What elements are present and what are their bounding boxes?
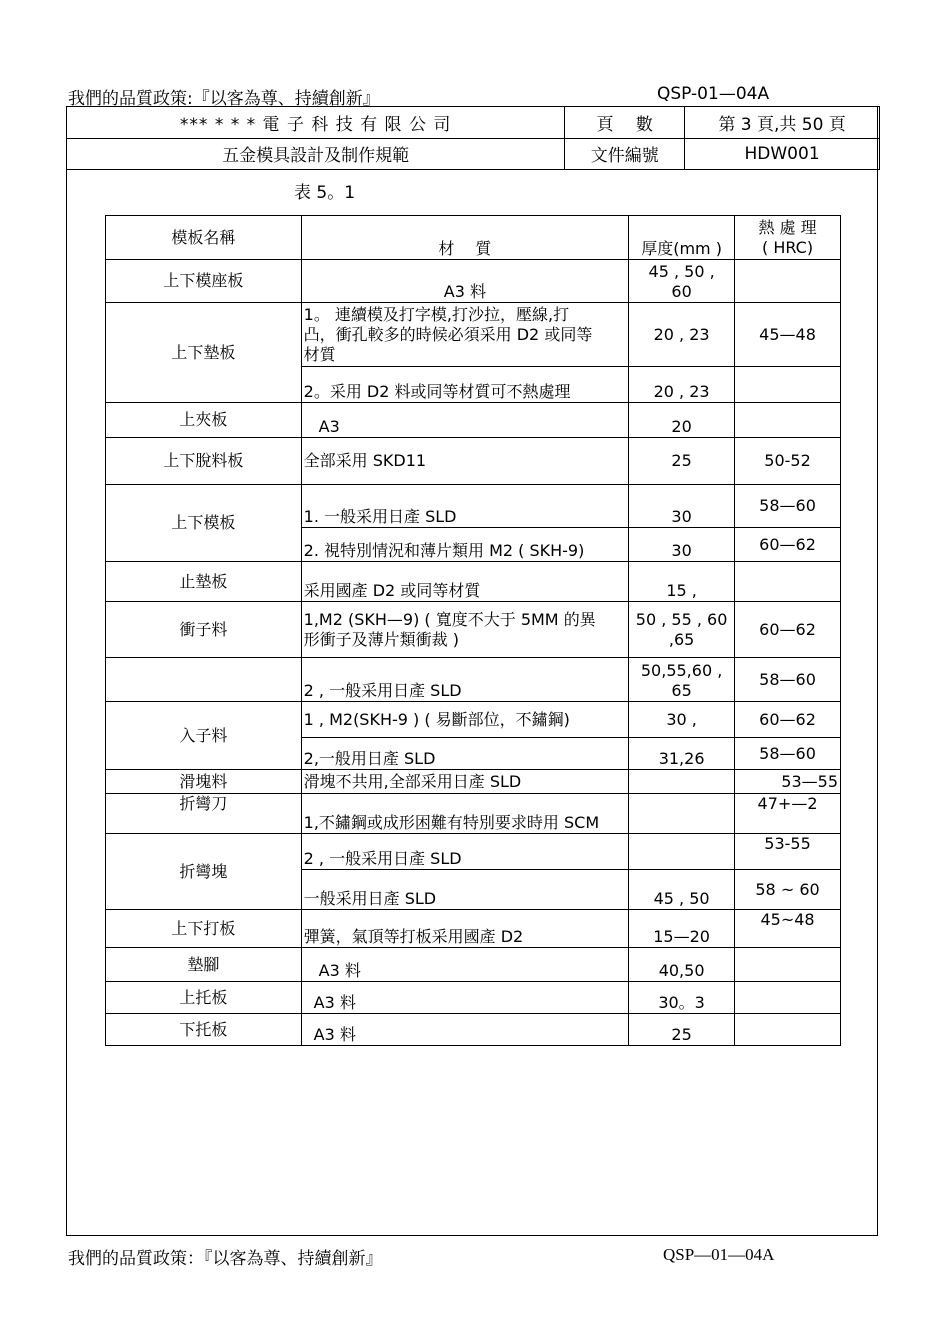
header-material: 材 質 (301, 216, 628, 260)
cell-material: 1. 一般采用日產 SLD (301, 485, 628, 528)
cell-heat: 47+—2 (735, 794, 841, 834)
cell-material: 2 , 一般采用日產 SLD (301, 834, 628, 870)
table-row (106, 602, 841, 658)
cell-heat (735, 982, 841, 1014)
cell-thickness: 30 , (629, 702, 735, 738)
header-thickness: 厚度(mm ) (629, 216, 735, 260)
cell-thickness: 31,26 (629, 738, 735, 770)
table-row (106, 948, 841, 982)
cell-material: 滑塊不共用,全部采用日產 SLD (301, 770, 628, 794)
cell-thickness: 30 (629, 485, 735, 528)
top-doc-code: QSP-01—04A (657, 84, 770, 104)
cell-material: 1 , M2(SKH-9 ) ( 易斷部位，不鏽鋼) (301, 702, 628, 738)
cell-material: 1,M2 (SKH—9) ( 寬度不大于 5MM 的異 形衝子及薄片類衝裁 ) (301, 602, 628, 658)
cell-material: 彈簧，氣頂等打板采用國產 D2 (301, 910, 628, 948)
cell-thickness: 50 , 55 , 60 ,65 (629, 602, 735, 658)
top-policy: 我們的品質政策:『以客為尊、持續創新』 (68, 89, 380, 109)
cell-name: 上下打板 (106, 910, 302, 948)
cell-material: 全部采用 SKD11 (301, 438, 628, 485)
cell-heat: 45~48 (735, 910, 841, 948)
cell-material: 2. 視特別情況和薄片類用 M2 ( SKH-9) (301, 528, 628, 562)
cell-material: 一般采用日產 SLD (301, 870, 628, 910)
table-row (106, 794, 841, 834)
cell-name: 止墊板 (106, 562, 302, 602)
cell-material: A3 料 (301, 260, 628, 303)
cell-thickness: 30。3 (629, 982, 735, 1014)
header-heat: 熱 處 理 ( HRC) (735, 216, 841, 260)
table-caption: 表 5。1 (294, 183, 356, 203)
cell-heat (735, 1014, 841, 1046)
cell-heat (735, 403, 841, 438)
cell-name: 上下墊板 (106, 303, 302, 403)
cell-thickness: 45 , 50 , 60 (629, 260, 735, 303)
cell-material: 2。采用 D2 料或同等材質可不熱處理 (301, 367, 628, 403)
cell-thickness (629, 834, 735, 870)
cell-heat: 50-52 (735, 438, 841, 485)
cell-thickness: 30 (629, 528, 735, 562)
cell-name: 折彎刀 (106, 794, 302, 834)
cell-name: 下托板 (106, 1014, 302, 1046)
cell-name: 上夾板 (106, 403, 302, 438)
file-label: 文件編號 (565, 138, 685, 170)
table-row (106, 982, 841, 1014)
cell-material: 1,不鏽鋼或成形困難有特別要求時用 SCM (301, 794, 628, 834)
cell-name: 入子料 (106, 702, 302, 770)
cell-material: A3 (301, 403, 628, 438)
company-name: *** * * * 電 子 科 技 有 限 公 司 (67, 107, 565, 139)
page-label: 頁 數 (565, 107, 685, 139)
cell-heat: 58—60 (735, 738, 841, 770)
cell-heat: 53—55 (735, 770, 841, 794)
cell-thickness: 15 , (629, 562, 735, 602)
cell-heat: 58 ~ 60 (735, 870, 841, 910)
table-row (106, 438, 841, 485)
cell-heat (735, 948, 841, 982)
cell-name (106, 658, 302, 702)
cell-name: 上下模板 (106, 485, 302, 562)
cell-thickness: 50,55,60 , 65 (629, 658, 735, 702)
table-row (106, 910, 841, 948)
cell-heat: 45—48 (735, 303, 841, 367)
cell-thickness: 20 (629, 403, 735, 438)
cell-name: 上下脫料板 (106, 438, 302, 485)
cell-heat: 60—62 (735, 702, 841, 738)
cell-heat: 58—60 (735, 485, 841, 528)
file-value: HDW001 (685, 138, 880, 170)
cell-thickness (629, 770, 735, 794)
cell-heat (735, 562, 841, 602)
table-row (106, 658, 841, 702)
document-title: 五金模具設計及制作規範 (67, 138, 565, 170)
cell-name: 墊腳 (106, 948, 302, 982)
cell-name: 滑塊料 (106, 770, 302, 794)
cell-material: 1。 連續模及打字模,打沙拉，壓線,打 凸，衝孔較多的時候必須采用 D2 或同等 材質 (301, 303, 628, 367)
material-table (105, 215, 841, 1046)
cell-material: A3 料 (301, 982, 628, 1014)
cell-heat (735, 260, 841, 303)
cell-heat (735, 367, 841, 403)
cell-material: 采用國產 D2 或同等材質 (301, 562, 628, 602)
cell-material: 2,一般用日產 SLD (301, 738, 628, 770)
header-name: 模板名稱 (106, 216, 302, 260)
table-row (106, 485, 841, 528)
page-value: 第 3 頁,共 50 頁 (685, 107, 880, 139)
cell-material: 2 , 一般采用日產 SLD (301, 658, 628, 702)
cell-thickness: 20 , 23 (629, 303, 735, 367)
cell-heat: 58—60 (735, 658, 841, 702)
cell-name: 上托板 (106, 982, 302, 1014)
table-row (106, 1014, 841, 1046)
cell-name: 折彎塊 (106, 834, 302, 910)
table-row (106, 403, 841, 438)
cell-material: A3 料 (301, 1014, 628, 1046)
cell-thickness: 45 , 50 (629, 870, 735, 910)
cell-thickness: 25 (629, 1014, 735, 1046)
table-row (106, 303, 841, 367)
table-row (106, 702, 841, 738)
cell-heat: 60—62 (735, 528, 841, 562)
cell-heat: 53-55 (735, 834, 841, 870)
cell-thickness: 40,50 (629, 948, 735, 982)
cell-thickness (629, 794, 735, 834)
cell-name: 上下模座板 (106, 260, 302, 303)
footer-doc-code: QSP—01—04A (663, 1245, 775, 1264)
cell-thickness: 25 (629, 438, 735, 485)
cell-name: 衝子料 (106, 602, 302, 658)
header-table (66, 106, 880, 170)
footer-policy: 我們的品質政策：『以客為尊、持續創新』 (68, 1249, 383, 1269)
cell-material: A3 料 (301, 948, 628, 982)
cell-heat: 60—62 (735, 602, 841, 658)
cell-thickness: 20 , 23 (629, 367, 735, 403)
table-row (106, 834, 841, 870)
cell-thickness: 15—20 (629, 910, 735, 948)
table-row (106, 260, 841, 303)
table-row (106, 770, 841, 794)
table-row (106, 562, 841, 602)
